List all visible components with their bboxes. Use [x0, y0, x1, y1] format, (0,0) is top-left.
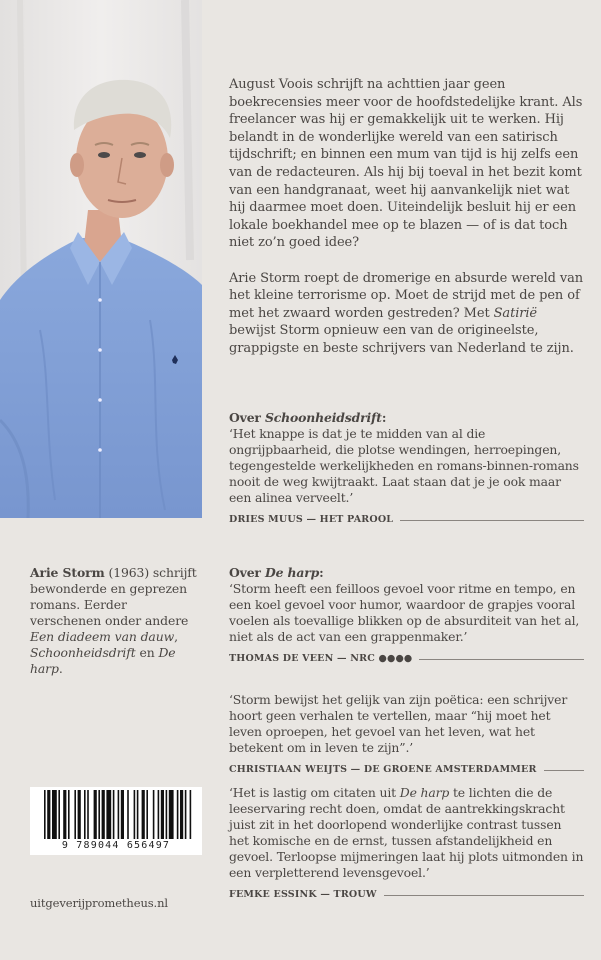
review-quote-title: De harp: [399, 785, 450, 800]
barcode-bar: [47, 790, 50, 839]
review-quote: ‘Storm bewijst het gelijk van zijn poëtica: een schrijver hoort geen verhalen te vertellen, maar “hij moet het leven oproepen, het gevoel van het leven, wat het betekent om in leven te zijn”.’: [229, 692, 568, 755]
barcode-bar: [84, 790, 86, 839]
review-heading-title: De harp: [264, 565, 320, 580]
barcode-bar: [169, 790, 174, 839]
book-title-1: Een diadeem van dauw: [30, 629, 175, 644]
review-heading-prefix: Over: [229, 410, 265, 425]
barcode-bar: [94, 790, 97, 839]
barcode-bar: [87, 790, 89, 839]
review-source: [229, 651, 584, 667]
barcode-bar: [113, 790, 115, 839]
author-photo: [0, 0, 202, 518]
barcode-bar: [190, 790, 192, 839]
barcode-bar: [102, 790, 105, 839]
review-de-harp: [229, 565, 584, 667]
barcode-bar: [180, 790, 183, 839]
barcode-bar: [44, 790, 46, 839]
book-title-3: De harp: [30, 645, 176, 676]
barcode-bar: [68, 790, 70, 839]
review-heading-prefix: Over: [229, 565, 265, 580]
barcode-bar: [63, 790, 66, 839]
review-divider: [384, 895, 584, 896]
barcode-bar: [121, 790, 124, 839]
review-heading: [229, 410, 584, 426]
review-divider: [400, 520, 584, 521]
author-bio-and: en: [135, 645, 159, 660]
isbn-digits: 9 789044 656497: [61, 840, 171, 851]
review-quote: [229, 785, 584, 881]
barcode-bar: [161, 790, 164, 839]
review-groene: [229, 692, 584, 778]
book-title-satirie: Satirië: [493, 305, 538, 321]
review-quote-end: te lichten die de leeservaring recht doen, omdat de aantrekkingskracht juist zit in het doorlopend wonderlijke contrast tussen het komische en de ernst, tussen afstandelijkheid en gevoel. Terloopse mijmeringen laat hij plots uitmonden in een verpletterend levensgevoel.’: [229, 785, 584, 880]
blurb-paragraph-2: [229, 270, 584, 358]
isbn-barcode: [30, 787, 202, 855]
barcode-bar: [158, 790, 160, 839]
author-portrait-illustration: [0, 0, 202, 518]
barcode-bar: [106, 790, 111, 839]
barcode-bar: [153, 790, 155, 839]
back-cover-blurb: [229, 76, 584, 358]
review-heading-suffix: :: [319, 565, 324, 580]
book-title-2: Schoonheidsdrift: [30, 645, 136, 660]
barcode-bar: [58, 790, 60, 839]
review-source: [229, 887, 584, 903]
barcode-bar: [166, 790, 168, 839]
barcode-bar: [78, 790, 81, 839]
review-source: [229, 762, 584, 778]
barcode-bar: [137, 790, 139, 839]
review-source-label: CHRISTIAAN WEIJTS — DE GROENE AMSTERDAMMER: [229, 764, 537, 775]
blurb-paragraph-2-start: Arie Storm roept de dromerige en absurde wereld van het kleine terrorisme op. Moet de strijd met de pen of met het zwaard worden gestreden? Met: [229, 270, 584, 321]
barcode-bar: [74, 790, 76, 839]
barcode-bar: [142, 790, 145, 839]
barcode-bar: [52, 790, 57, 839]
barcode-bar: [98, 790, 100, 839]
barcode-bar: [127, 790, 129, 839]
author-name: Arie Storm: [30, 565, 105, 580]
review-divider: [419, 659, 584, 660]
review-heading: [229, 565, 584, 581]
barcode-bar: [118, 790, 120, 839]
review-source-label: FEMKE ESSINK — TROUW: [229, 889, 377, 900]
barcode-bar: [146, 790, 148, 839]
blurb-paragraph-1: August Voois schrijft na achttien jaar geen boekrecensies meer voor de hoofdstedelijke krant. Als freelancer was hij er gemakkelijk uit te werken. Hij belandt in de wonderlijke wereld van een satirisch tijdschrift; en binnen een mum van tijd is hij zelfs een van de redacteuren. Als hij bij toeval in het bezit komt van een handgranaat, weet hij aanvankelijk niet wat hij daarmee moet doen. Uiteindelijk besluit hij er een lokale boekhandel mee op te blazen — of is dat toch niet zo’n goed idee?: [229, 77, 583, 251]
review-quote: ‘Storm heeft een feilloos gevoel voor ritme en tempo, en een koel gevoel voor humor, waardoor de grapjes vooral voelen als toevallige blikken op de absurditeit van het al, niet als de act van een grappenmaker.’: [229, 581, 580, 644]
author-bio-end: .: [58, 661, 63, 676]
review-source-label: THOMAS DE VEEN — NRC ●●●●: [229, 653, 413, 664]
review-source-label: DRIES MUUS — HET PAROOL: [229, 514, 394, 525]
review-trouw: [229, 785, 584, 903]
barcode-bar: [185, 790, 187, 839]
review-divider: [544, 770, 584, 771]
review-source: [229, 512, 584, 528]
review-schoonheidsdrift: [229, 410, 584, 528]
review-heading-title: Schoonheidsdrift: [264, 410, 382, 425]
blurb-paragraph-2-end: bewijst Storm opnieuw een van de origineelste, grappigste en beste schrijvers van Nederland te zijn.: [229, 323, 574, 356]
publisher-url: uitgeverijprometheus.nl: [30, 896, 168, 910]
barcode-bar: [177, 790, 179, 839]
barcode-bar: [134, 790, 136, 839]
author-bio: [30, 565, 200, 677]
author-bio-separator: ,: [174, 629, 178, 644]
review-quote-start: ‘Het is lastig om citaten uit: [229, 785, 400, 800]
review-heading-suffix: :: [381, 410, 387, 425]
review-quote: ‘Het knappe is dat je te midden van al die ongrijpbaarheid, die plotse wendingen, herroepingen, tegengestelde werkelijkheden en romans-binnen-romans nooit de weg kwijtraakt. Laat staan dat je je ook maar een alinea verveelt.’: [229, 426, 579, 505]
author-bio-text: (1963) schrijft bewonderde en geprezen romans. Eerder verschenen onder andere: [30, 565, 197, 628]
